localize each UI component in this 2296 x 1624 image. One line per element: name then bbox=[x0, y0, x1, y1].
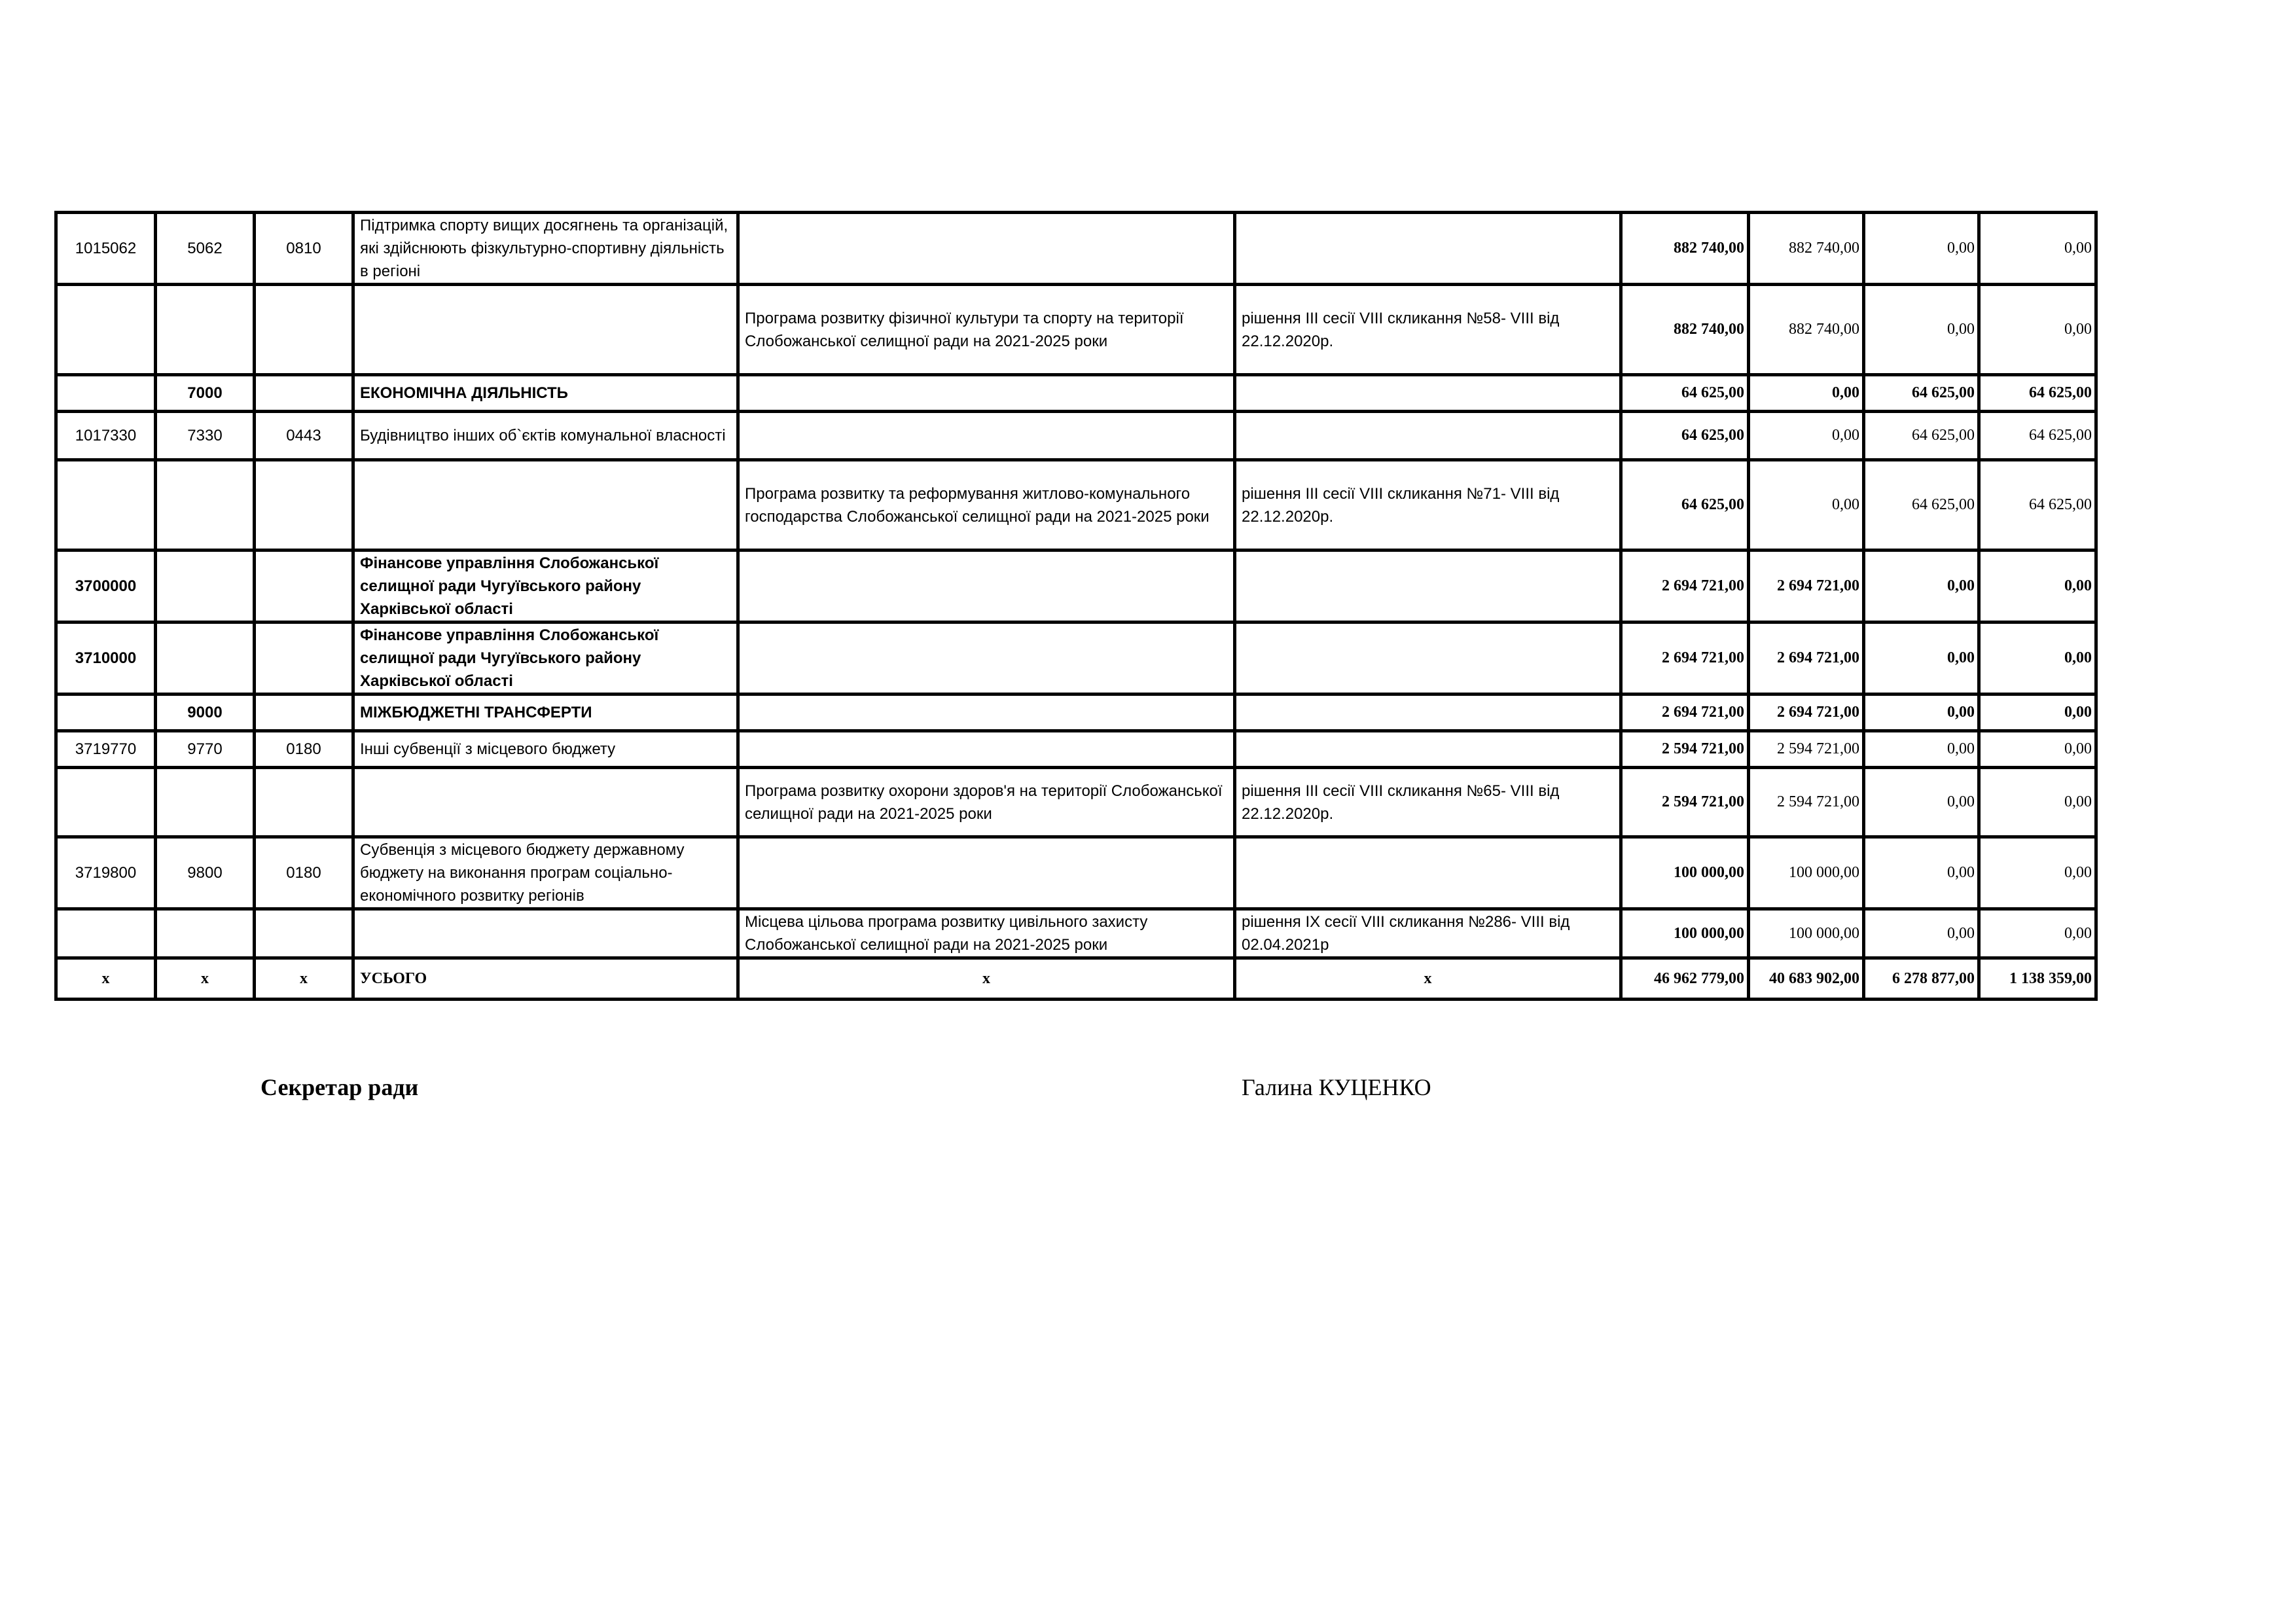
decision-cell bbox=[1235, 213, 1621, 285]
special-fund-cell: 6 278 877,00 bbox=[1864, 958, 1979, 1000]
kpkv-cell: х bbox=[56, 958, 156, 1000]
kfkvk-cell bbox=[255, 460, 353, 550]
kfkvk-cell bbox=[255, 695, 353, 731]
decision-cell: рішення ІІІ сесії VІІІ скликання №58- VІІІ від 22.12.2020р. bbox=[1235, 285, 1621, 375]
development-budget-cell: 0,00 bbox=[1979, 550, 2096, 623]
program-cell: Місцева цільова програма розвитку цивільного захисту Слобожанської селищної ради на 2021-2025 роки bbox=[738, 909, 1235, 958]
total-cell: 2 594 721,00 bbox=[1621, 731, 1749, 768]
decision-cell bbox=[1235, 550, 1621, 623]
special-fund-cell: 0,00 bbox=[1864, 909, 1979, 958]
name-cell: Субвенція з місцевого бюджету державному бюджету на виконання програм соціально-економічного розвитку регіонів bbox=[353, 837, 738, 909]
development-budget-cell: 0,00 bbox=[1979, 213, 2096, 285]
kpkv-cell: 3719800 bbox=[56, 837, 156, 909]
name-cell bbox=[353, 909, 738, 958]
decision-cell: х bbox=[1235, 958, 1621, 1000]
kpkv-cell bbox=[56, 768, 156, 837]
program-cell: Програма розвитку охорони здоров'я на території Слобожанської селищної ради на 2021-2025 роки bbox=[738, 768, 1235, 837]
development-budget-cell: 64 625,00 bbox=[1979, 460, 2096, 550]
development-budget-cell: 0,00 bbox=[1979, 731, 2096, 768]
program-cell bbox=[738, 623, 1235, 695]
table-row bbox=[56, 213, 2096, 285]
general-fund-cell: 882 740,00 bbox=[1749, 285, 1864, 375]
total-cell: 64 625,00 bbox=[1621, 412, 1749, 460]
decision-cell bbox=[1235, 412, 1621, 460]
kpkv-cell: 1015062 bbox=[56, 213, 156, 285]
kfkvk-cell bbox=[255, 285, 353, 375]
kfk-cell: 7000 bbox=[156, 375, 255, 412]
kfk-cell bbox=[156, 909, 255, 958]
decision-cell: рішення ІХ сесії VІІІ скликання №286- VІІІ від 02.04.2021р bbox=[1235, 909, 1621, 958]
table-row bbox=[56, 623, 2096, 695]
kfkvk-cell bbox=[255, 768, 353, 837]
program-cell bbox=[738, 695, 1235, 731]
development-budget-cell: 64 625,00 bbox=[1979, 412, 2096, 460]
table-row bbox=[56, 285, 2096, 375]
kfkvk-cell bbox=[255, 375, 353, 412]
signature-name: Галина КУЦЕНКО bbox=[1242, 1074, 1431, 1100]
decision-cell bbox=[1235, 623, 1621, 695]
table-row bbox=[56, 460, 2096, 550]
kfkvk-cell bbox=[255, 550, 353, 623]
special-fund-cell: 0,00 bbox=[1864, 213, 1979, 285]
total-cell: 2 694 721,00 bbox=[1621, 550, 1749, 623]
program-cell bbox=[738, 550, 1235, 623]
name-cell: Підтримка спорту вищих досягнень та організацій, які здійснюють фізкультурно-спортивну діяльність в регіоні bbox=[353, 213, 738, 285]
special-fund-cell: 64 625,00 bbox=[1864, 412, 1979, 460]
decision-cell bbox=[1235, 837, 1621, 909]
name-cell: Фінансове управління Слобожанської селищної ради Чугуївського району Харківської області bbox=[353, 550, 738, 623]
development-budget-cell: 0,00 bbox=[1979, 909, 2096, 958]
kfk-cell bbox=[156, 768, 255, 837]
special-fund-cell: 0,00 bbox=[1864, 768, 1979, 837]
kpkv-cell bbox=[56, 909, 156, 958]
total-label: УСЬОГО bbox=[353, 958, 738, 1000]
total-cell: 64 625,00 bbox=[1621, 375, 1749, 412]
general-fund-cell: 2 594 721,00 bbox=[1749, 731, 1864, 768]
kfkvk-cell: 0180 bbox=[255, 731, 353, 768]
general-fund-cell: 0,00 bbox=[1749, 375, 1864, 412]
decision-cell bbox=[1235, 695, 1621, 731]
general-fund-cell: 882 740,00 bbox=[1749, 213, 1864, 285]
kfk-cell bbox=[156, 460, 255, 550]
general-fund-cell: 100 000,00 bbox=[1749, 909, 1864, 958]
kfkvk-cell: 0180 bbox=[255, 837, 353, 909]
development-budget-cell: 0,00 bbox=[1979, 285, 2096, 375]
decision-cell bbox=[1235, 375, 1621, 412]
table-row bbox=[56, 550, 2096, 623]
table-row bbox=[56, 909, 2096, 958]
kfkvk-cell: 0810 bbox=[255, 213, 353, 285]
decision-cell: рішення ІІІ сесії VІІІ скликання №71- VІІІ від 22.12.2020р. bbox=[1235, 460, 1621, 550]
development-budget-cell: 0,00 bbox=[1979, 768, 2096, 837]
special-fund-cell: 0,00 bbox=[1864, 731, 1979, 768]
kfk-cell: х bbox=[156, 958, 255, 1000]
name-cell: Будівництво інших об`єктів комунальної власності bbox=[353, 412, 738, 460]
name-cell: Інші субвенції з місцевого бюджету bbox=[353, 731, 738, 768]
total-cell: 64 625,00 bbox=[1621, 460, 1749, 550]
name-cell bbox=[353, 285, 738, 375]
kfk-cell: 7330 bbox=[156, 412, 255, 460]
special-fund-cell: 0,00 bbox=[1864, 285, 1979, 375]
total-cell: 100 000,00 bbox=[1621, 909, 1749, 958]
kfkvk-cell: х bbox=[255, 958, 353, 1000]
general-fund-cell: 40 683 902,00 bbox=[1749, 958, 1864, 1000]
kpkv-cell bbox=[56, 695, 156, 731]
general-fund-cell: 100 000,00 bbox=[1749, 837, 1864, 909]
program-cell: Програма розвитку фізичної культури та спорту на території Слобожанської селищної ради на 2021-2025 роки bbox=[738, 285, 1235, 375]
general-fund-cell: 0,00 bbox=[1749, 412, 1864, 460]
general-fund-cell: 0,00 bbox=[1749, 460, 1864, 550]
special-fund-cell: 0,00 bbox=[1864, 695, 1979, 731]
total-cell: 882 740,00 bbox=[1621, 285, 1749, 375]
development-budget-cell: 64 625,00 bbox=[1979, 375, 2096, 412]
table-row bbox=[56, 768, 2096, 837]
kpkv-cell: 1017330 bbox=[56, 412, 156, 460]
kfk-cell: 9000 bbox=[156, 695, 255, 731]
general-fund-cell: 2 694 721,00 bbox=[1749, 550, 1864, 623]
kpkv-cell bbox=[56, 460, 156, 550]
program-cell: х bbox=[738, 958, 1235, 1000]
kfkvk-cell bbox=[255, 909, 353, 958]
name-cell: МІЖБЮДЖЕТНІ ТРАНСФЕРТИ bbox=[353, 695, 738, 731]
name-cell bbox=[353, 768, 738, 837]
name-cell: ЕКОНОМІЧНА ДІЯЛЬНІСТЬ bbox=[353, 375, 738, 412]
decision-cell: рішення ІІІ сесії VІІІ скликання №65- VІІІ від 22.12.2020р. bbox=[1235, 768, 1621, 837]
development-budget-cell: 0,00 bbox=[1979, 695, 2096, 731]
table-row bbox=[56, 375, 2096, 412]
kpkv-cell bbox=[56, 285, 156, 375]
kfk-cell bbox=[156, 550, 255, 623]
kpkv-cell bbox=[56, 375, 156, 412]
general-fund-cell: 2 694 721,00 bbox=[1749, 695, 1864, 731]
table-row bbox=[56, 412, 2096, 460]
total-cell: 2 694 721,00 bbox=[1621, 623, 1749, 695]
total-cell: 882 740,00 bbox=[1621, 213, 1749, 285]
special-fund-cell: 0,00 bbox=[1864, 550, 1979, 623]
total-cell: 100 000,00 bbox=[1621, 837, 1749, 909]
kpkv-cell: 3700000 bbox=[56, 550, 156, 623]
table-row bbox=[56, 837, 2096, 909]
program-cell bbox=[738, 837, 1235, 909]
special-fund-cell: 64 625,00 bbox=[1864, 375, 1979, 412]
special-fund-cell: 0,00 bbox=[1864, 837, 1979, 909]
kpkv-cell: 3719770 bbox=[56, 731, 156, 768]
kfkvk-cell: 0443 bbox=[255, 412, 353, 460]
development-budget-cell: 0,00 bbox=[1979, 837, 2096, 909]
special-fund-cell: 0,00 bbox=[1864, 623, 1979, 695]
kfk-cell bbox=[156, 623, 255, 695]
program-cell bbox=[738, 375, 1235, 412]
kfk-cell: 5062 bbox=[156, 213, 255, 285]
total-row bbox=[56, 958, 2096, 1000]
special-fund-cell: 64 625,00 bbox=[1864, 460, 1979, 550]
kfkvk-cell bbox=[255, 623, 353, 695]
program-cell bbox=[738, 412, 1235, 460]
general-fund-cell: 2 594 721,00 bbox=[1749, 768, 1864, 837]
decision-cell bbox=[1235, 731, 1621, 768]
program-cell bbox=[738, 213, 1235, 285]
kfk-cell: 9770 bbox=[156, 731, 255, 768]
table-row bbox=[56, 731, 2096, 768]
signature-title: Секретар ради bbox=[260, 1074, 419, 1100]
total-cell: 2 594 721,00 bbox=[1621, 768, 1749, 837]
name-cell: Фінансове управління Слобожанської селищної ради Чугуївського району Харківської області bbox=[353, 623, 738, 695]
name-cell bbox=[353, 460, 738, 550]
development-budget-cell: 1 138 359,00 bbox=[1979, 958, 2096, 1000]
total-cell: 2 694 721,00 bbox=[1621, 695, 1749, 731]
development-budget-cell: 0,00 bbox=[1979, 623, 2096, 695]
kfk-cell: 9800 bbox=[156, 837, 255, 909]
table-row bbox=[56, 695, 2096, 731]
total-cell: 46 962 779,00 bbox=[1621, 958, 1749, 1000]
general-fund-cell: 2 694 721,00 bbox=[1749, 623, 1864, 695]
kfk-cell bbox=[156, 285, 255, 375]
kpkv-cell: 3710000 bbox=[56, 623, 156, 695]
budget-programs-table bbox=[54, 211, 2098, 1001]
program-cell: Програма розвитку та реформування житлово-комунального господарства Слобожанської селищної ради на 2021-2025 роки bbox=[738, 460, 1235, 550]
program-cell bbox=[738, 731, 1235, 768]
